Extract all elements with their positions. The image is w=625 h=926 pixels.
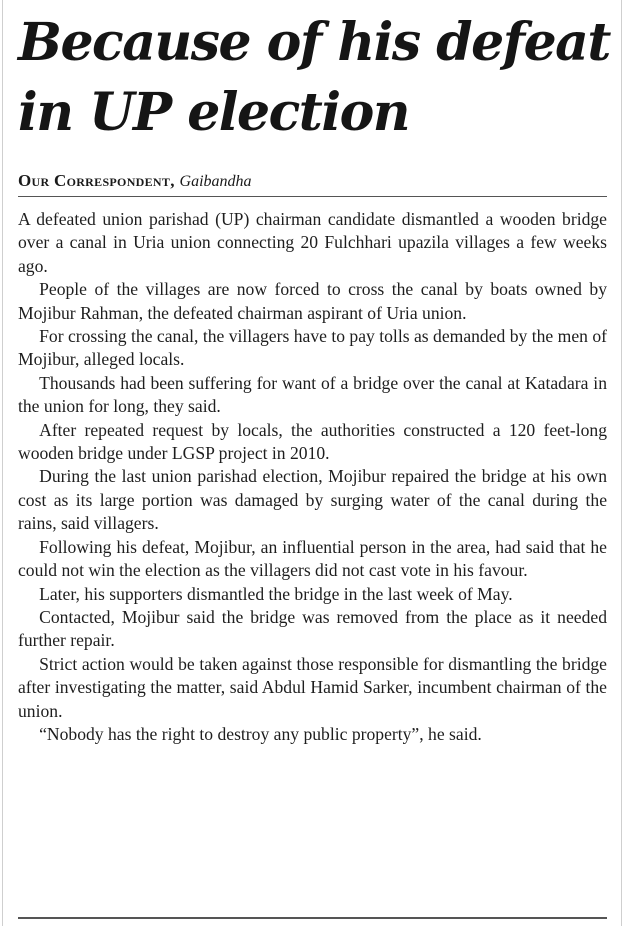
- paragraph: Following his defeat, Mojibur, an influential person in the area, had said that he could not win the election as the villagers did not cast vote in his favour.: [18, 536, 607, 581]
- paragraph: During the last union parishad election, Mojibur repaired the bridge at his own cost as its large portion was damaged by surging water of the canal during the rains, said villagers.: [18, 466, 607, 534]
- byline-divider: [18, 196, 607, 197]
- paragraph: After repeated request by locals, the authorities constructed a 120 feet-long wooden bridge under LGSP project in 2010.: [18, 419, 607, 464]
- byline-place: Gaibandha: [179, 173, 252, 190]
- byline-author: Our Correspondent,: [18, 171, 175, 190]
- paragraph: For crossing the canal, the villagers have to pay tolls as demanded by the men of Mojibur, alleged locals.: [18, 326, 607, 370]
- paragraph: Later, his supporters dismantled the bridge in the last week of May.: [39, 583, 513, 604]
- left-border: [2, 0, 3, 926]
- paragraph: “Nobody has the right to destroy any public property”, he said.: [39, 723, 482, 744]
- headline: Because of his defeat in UP election: [18, 12, 610, 143]
- paragraph: People of the villages are now forced to cross the canal by boats owned by Mojibur Rahman, the defeated chairman aspirant of Uria union.: [18, 279, 607, 323]
- paragraph: Contacted, Mojibur said the bridge was removed from the place as it needed further repair.: [18, 606, 607, 651]
- paragraph: A defeated union parishad (UP) chairman candidate dismantled a wooden bridge over a canal in Uria union connecting 20 Fulchhari upazila villages a few weeks ago.: [18, 209, 607, 276]
- right-border: [621, 0, 622, 926]
- bottom-rule: [18, 917, 607, 919]
- paragraph: Strict action would be taken against those responsible for dismantling the bridge after investigating the matter, said Abdul Hamid Sarker, incumbent chairman of the union.: [18, 653, 607, 721]
- byline: [18, 171, 618, 191]
- paragraph: Thousands had been suffering for want of a bridge over the canal at Katadara in the union for long, they said.: [18, 372, 607, 417]
- article-body: [18, 208, 607, 746]
